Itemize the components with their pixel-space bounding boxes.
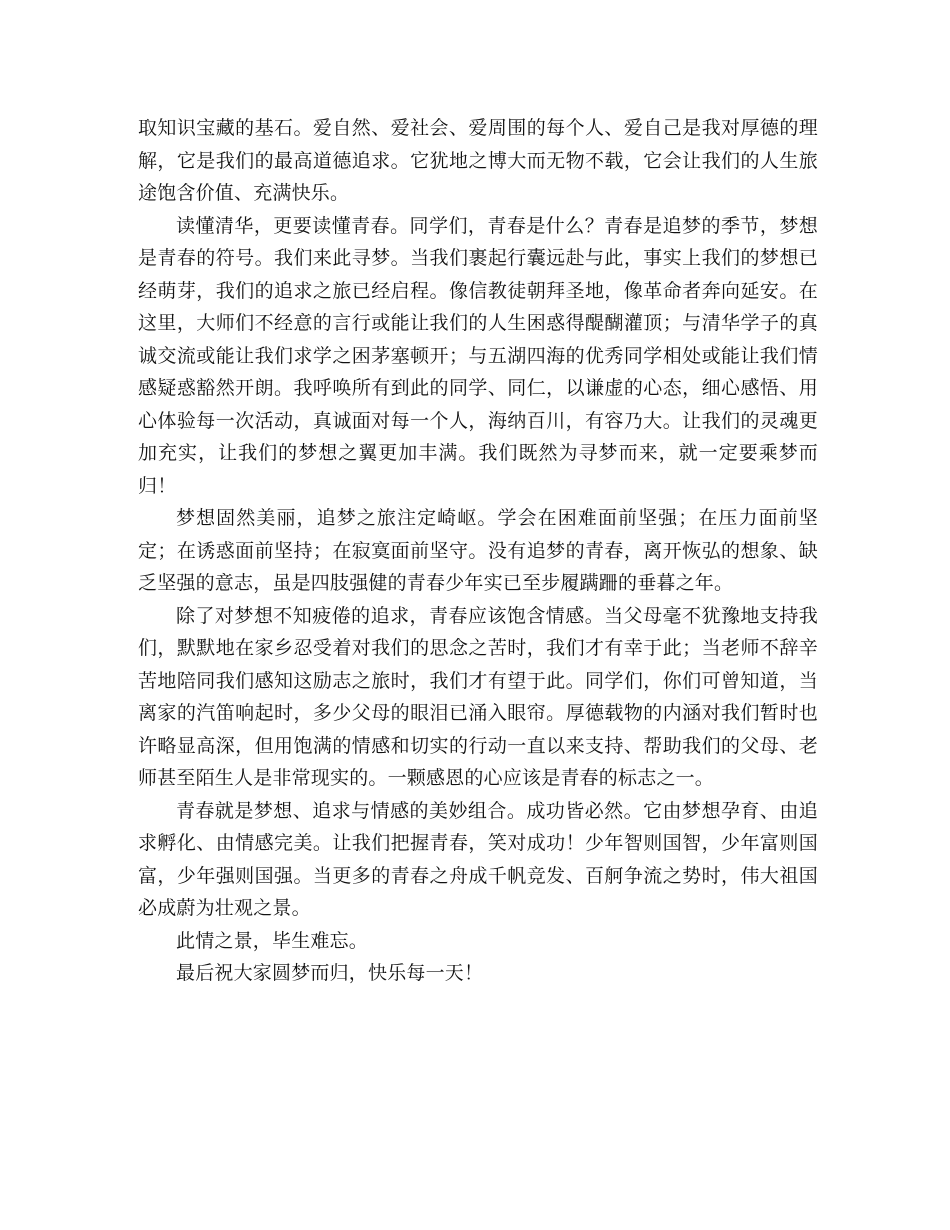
document-body [138,112,818,990]
paragraph-unforgettable: 此情之景，毕生难忘。 [176,929,369,952]
paragraph-youth-combination: 青春就是梦想、追求与情感的美妙组合。成功皆必然。它由梦想孕育、由追求孵化、由情感完美。让我们把握青春，笑对成功！少年智则国智，少年富则国富，少年强则国强。当更多的青春之舟成千帆竞发、百舸争流之势时，伟大祖国必成蔚为壮观之景。 [138,799,818,919]
paragraph-read-youth: 读懂清华，更要读懂青春。同学们，青春是什么？青春是追梦的季节，梦想是青春的符号。我们来此寻梦。当我们裹起行囊远赴与此，事实上我们的梦想已经萌芽，我们的追求之旅已经启程。像信教徒朝拜圣地，像革命者奔向延安。在这里，大师们不经意的言行或能让我们的人生困惑得醍醐灌顶；与清华学子的真诚交流或能让我们求学之困茅塞顿开；与五湖四海的优秀同学相处或能让我们情感疑惑豁然开朗。我呼唤所有到此的同学、同仁，以谦虚的心态，细心感悟、用心体验每一次活动，真诚面对每一个人，海纳百川，有容乃大。让我们的灵魂更加充实，让我们的梦想之翼更加丰满。我们既然为寻梦而来，就一定要乘梦而归！ [138,214,818,497]
paragraph-emotion: 除了对梦想不知疲倦的追求，青春应该饱含情感。当父母毫不犹豫地支持我们，默默地在家乡忍受着对我们的思念之苦时，我们才有幸于此；当老师不辞辛苦地陪同我们感知这励志之旅时，我们才有望于此。同学们，你们可曾知道，当离家的汽笛响起时，多少父母的眼泪已涌入眼帘。厚德载物的内涵对我们暂时也许略显高深，但用饱满的情感和切实的行动一直以来支持、帮助我们的父母、老师甚至陌生人是非常现实的。一颗感恩的心应该是青春的标志之一。 [138,604,818,789]
paragraph-continuation: 取知识宝藏的基石。爱自然、爱社会、爱周围的每个人、爱自己是我对厚德的理解，它是我们的最高道德追求。它犹地之博大而无物不载，它会让我们的人生旅途饱含价值、充满快乐。 [138,117,818,204]
paragraph-closing-wish: 最后祝大家圆梦而归，快乐每一天！ [176,962,484,984]
paragraph-dream-journey: 梦想固然美丽，追梦之旅注定崎岖。学会在困难面前坚强；在压力面前坚定；在诱惑面前坚持；在寂寞面前坚守。没有追梦的青春，离开恢弘的想象、缺乏坚强的意志，虽是四肢强健的青春少年实已至步履蹒跚的垂暮之年。 [138,507,818,594]
